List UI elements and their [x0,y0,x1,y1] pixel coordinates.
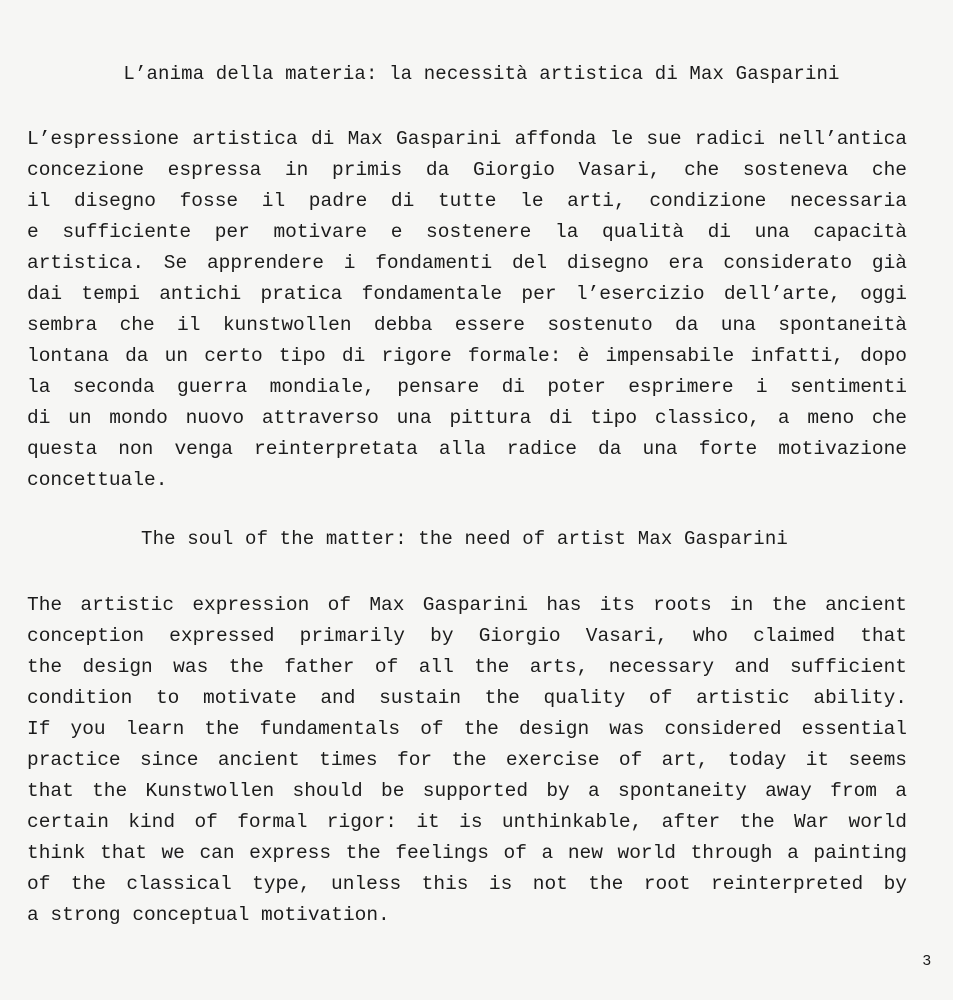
italian-title: L’anima della materia: la necessità artistica di Max Gasparini [123,63,840,85]
paragraph-line: If you learn the fundamentals of the design was considered essential [27,718,907,740]
paragraph-line: practice since ancient times for the exercise of art, today it seems [27,749,907,771]
paragraph-line: condition to motivate and sustain the quality of artistic ability. [27,687,907,709]
paragraph-line: think that we can express the feelings of a new world through a painting [27,842,907,864]
paragraph-line: the design was the father of all the arts, necessary and sufficient [27,656,907,678]
paragraph-line: a strong conceptual motivation. [27,904,390,926]
paragraph-line: of the classical type, unless this is not the root reinterpreted by [27,873,907,895]
paragraph-line: questa non venga reinterpretata alla radice da una forte motivazione [27,438,907,460]
english-paragraph [27,590,907,931]
paragraph-line: concezione espressa in primis da Giorgio Vasari, che sosteneva che [27,159,907,181]
paragraph-line: di un mondo nuovo attraverso una pittura di tipo classico, a meno che [27,407,907,429]
paragraph-line: dai tempi antichi pratica fondamentale per l’esercizio dell’arte, oggi [27,283,907,305]
paragraph-line: artistica. Se apprendere i fondamenti del disegno era considerato già [27,252,907,274]
paragraph-line: lontana da un certo tipo di rigore formale: è impensabile infatti, dopo [27,345,907,367]
paragraph-line: la seconda guerra mondiale, pensare di poter esprimere i sentimenti [27,376,907,398]
italian-paragraph [27,124,907,496]
paragraph-line: sembra che il kunstwollen debba essere sostenuto da una spontaneità [27,314,907,336]
paragraph-line: that the Kunstwollen should be supported by a spontaneity away from a [27,780,907,802]
page-number: 3 [922,952,931,969]
paragraph-line: e sufficiente per motivare e sostenere la qualità di una capacità [27,221,907,243]
paragraph-line: certain kind of formal rigor: it is unthinkable, after the War world [27,811,907,833]
paragraph-line: conception expressed primarily by Giorgio Vasari, who claimed that [27,625,907,647]
paragraph-line: L’espressione artistica di Max Gasparini affonda le sue radici nell’antica [27,128,907,150]
paragraph-line: The artistic expression of Max Gasparini has its roots in the ancient [27,594,907,616]
paragraph-line: concettuale. [27,469,168,491]
english-title: The soul of the matter: the need of artist Max Gasparini [141,528,788,550]
paragraph-line: il disegno fosse il padre di tutte le arti, condizione necessaria [27,190,907,212]
